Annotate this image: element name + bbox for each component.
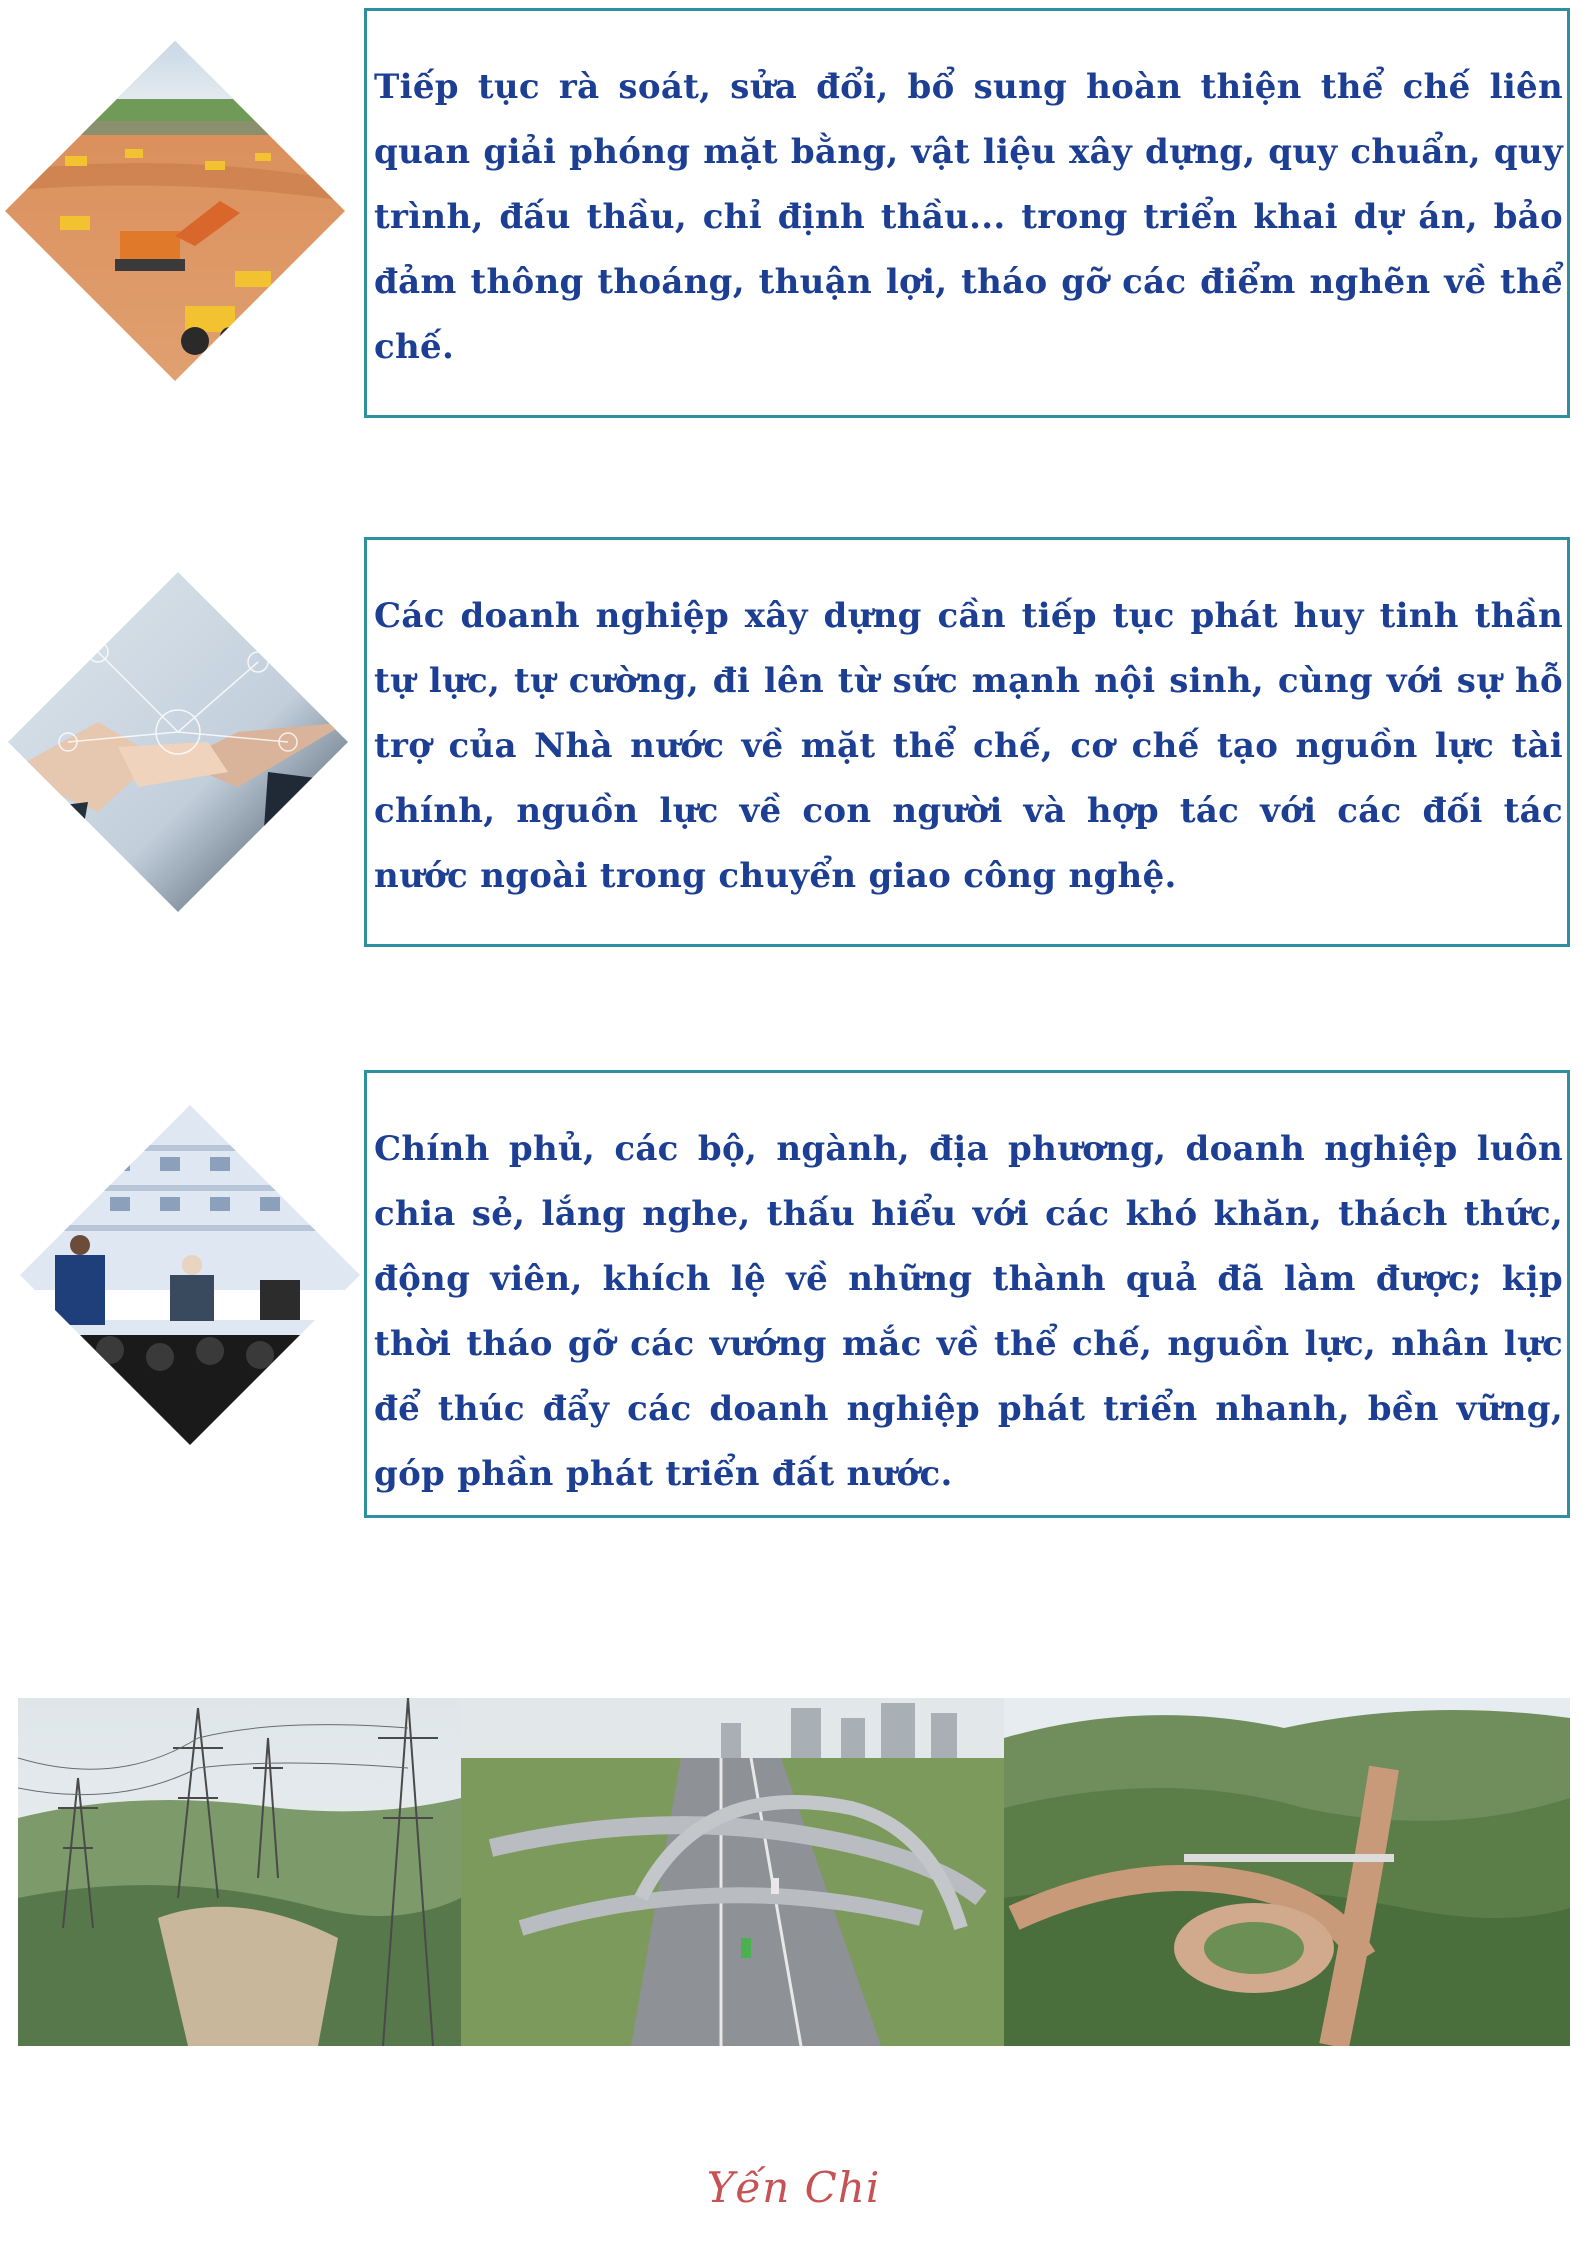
handshake-network-photo (8, 572, 348, 912)
info-card-3 (364, 1070, 1570, 1518)
card-1-text: Tiếp tục rà soát, sửa đổi, bổ sung hoàn thiện thể chế liên quan giải phóng mặt bằng, vật liệu xây dựng, quy chuẩn, quy trình, đấu thầu, chỉ định thầu... trong triển khai dự án, bảo đảm thông thoáng, thuận lợi, tháo gỡ các điểm nghẽn về thể chế. (374, 67, 1563, 367)
info-card-1 (364, 8, 1570, 418)
construction-site-photo (5, 41, 345, 381)
highway-interchange-photo (461, 1698, 1004, 2046)
forum-conference-photo (20, 1105, 360, 1445)
info-card-2 (364, 537, 1570, 947)
power-transmission-towers-photo (18, 1698, 461, 2046)
card-3-text: Chính phủ, các bộ, ngành, địa phương, doanh nghiệp luôn chia sẻ, lắng nghe, thấu hiểu với các khó khăn, thách thức, động viên, khích lệ về những thành quả đã làm được; kịp thời tháo gỡ các vướng mắc về thể chế, nguồn lực, nhân lực để thúc đẩy các doanh nghiệp phát triển nhanh, bền vững, góp phần phát triển đất nước. (374, 1129, 1563, 1494)
mountain-road-interchange-photo (1004, 1698, 1570, 2046)
author-signature: Yến Chi (706, 2163, 881, 2212)
photo-strip (18, 1698, 1570, 2046)
card-2-text: Các doanh nghiệp xây dựng cần tiếp tục phát huy tinh thần tự lực, tự cường, đi lên từ sức mạnh nội sinh, cùng với sự hỗ trợ của Nhà nước về mặt thể chế, cơ chế tạo nguồn lực tài chính, nguồn lực về con người và hợp tác với các đối tác nước ngoài trong chuyển giao công nghệ. (374, 596, 1563, 896)
